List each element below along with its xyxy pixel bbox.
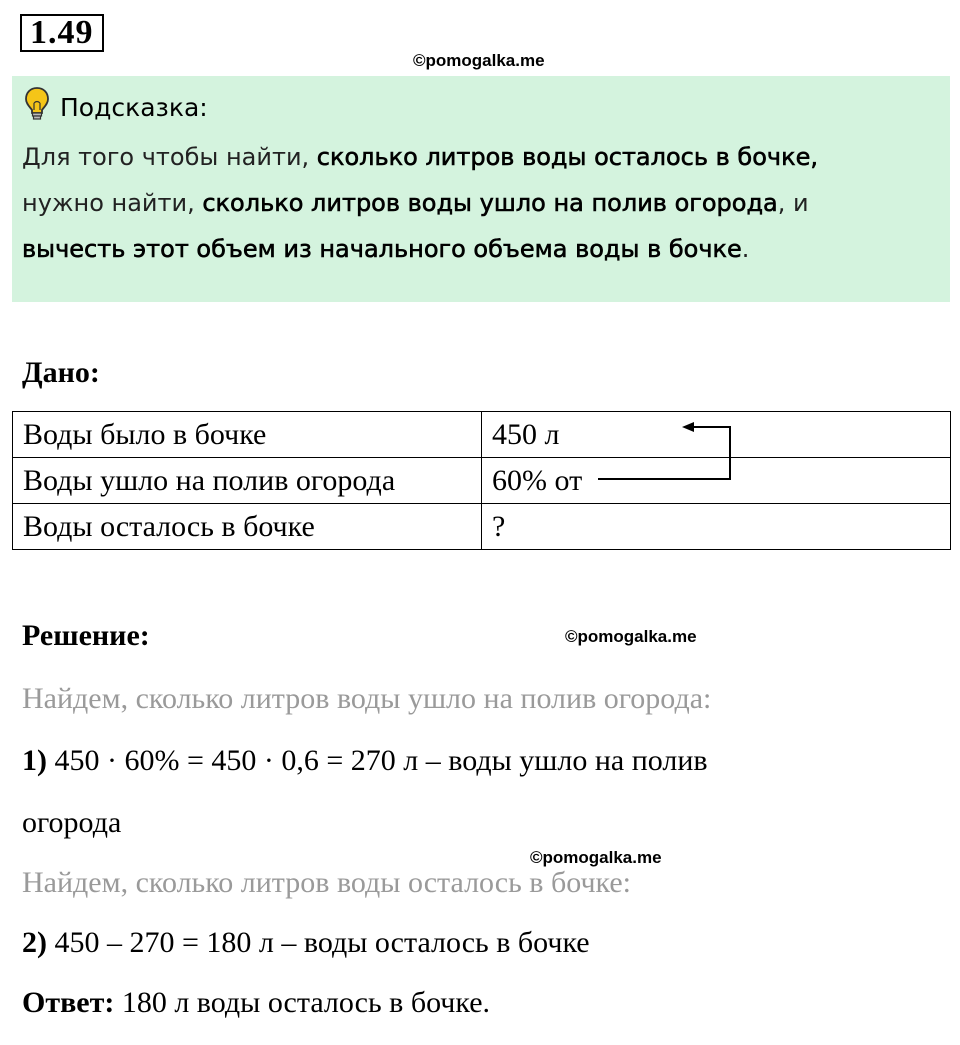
table-row xyxy=(13,504,951,550)
lightbulb-icon xyxy=(24,86,50,128)
step1-number: 1) xyxy=(22,744,47,777)
table-row xyxy=(13,458,951,504)
step2-number: 2) xyxy=(22,926,47,959)
answer-text: 180 л воды осталось в бочке. xyxy=(114,986,491,1019)
hint-title: Подсказка: xyxy=(60,92,208,122)
problem-number: 1.49 xyxy=(20,14,104,52)
hint-part: . xyxy=(741,235,750,263)
solution-title: Решение: xyxy=(22,619,150,652)
watermark: ©pomogalka.me xyxy=(565,627,697,646)
hint-part-bold: сколько литров воды ушло на полив огорода xyxy=(202,189,778,217)
table-row xyxy=(13,412,951,458)
hint-part-bold: вычесть этот объем из начального объема воды в бочке xyxy=(22,235,742,263)
table-cell-value: 450 л xyxy=(482,412,951,458)
table-cell-label: Воды ушло на полив огорода xyxy=(13,458,482,504)
table-cell-value: ? xyxy=(482,504,951,550)
step2-intro: Найдем, сколько литров воды осталось в бочке: xyxy=(22,866,632,899)
hint-part: Для того чтобы найти, xyxy=(22,143,317,171)
step2-text: 450 – 270 = 180 л – воды осталось в бочке xyxy=(47,926,590,959)
table-cell-label: Воды осталось в бочке xyxy=(13,504,482,550)
table-cell-label: Воды было в бочке xyxy=(13,412,482,458)
watermark: ©pomogalka.me xyxy=(530,848,662,867)
answer-line xyxy=(22,986,490,1020)
watermark: ©pomogalka.me xyxy=(413,51,545,70)
table-cell-value: 60% от xyxy=(482,458,951,504)
hint-part-bold: сколько литров воды осталось в бочке, xyxy=(316,143,818,171)
given-title: Дано: xyxy=(22,356,100,389)
step1-line xyxy=(22,744,708,778)
step1-continuation: огорода xyxy=(22,806,122,839)
hint-part: нужно найти, xyxy=(22,189,203,217)
answer-label: Ответ: xyxy=(22,986,115,1019)
step1-intro: Найдем, сколько литров воды ушло на полив огорода: xyxy=(22,682,712,715)
step1-text: 450 · 60% = 450 · 0,6 = 270 л – воды ушло на полив xyxy=(47,744,708,777)
hint-header xyxy=(24,86,208,128)
hint-part: , и xyxy=(777,189,809,217)
hint-text xyxy=(22,134,942,272)
reference-arrow xyxy=(590,418,740,488)
given-table xyxy=(12,411,951,550)
step2-line xyxy=(22,926,590,960)
